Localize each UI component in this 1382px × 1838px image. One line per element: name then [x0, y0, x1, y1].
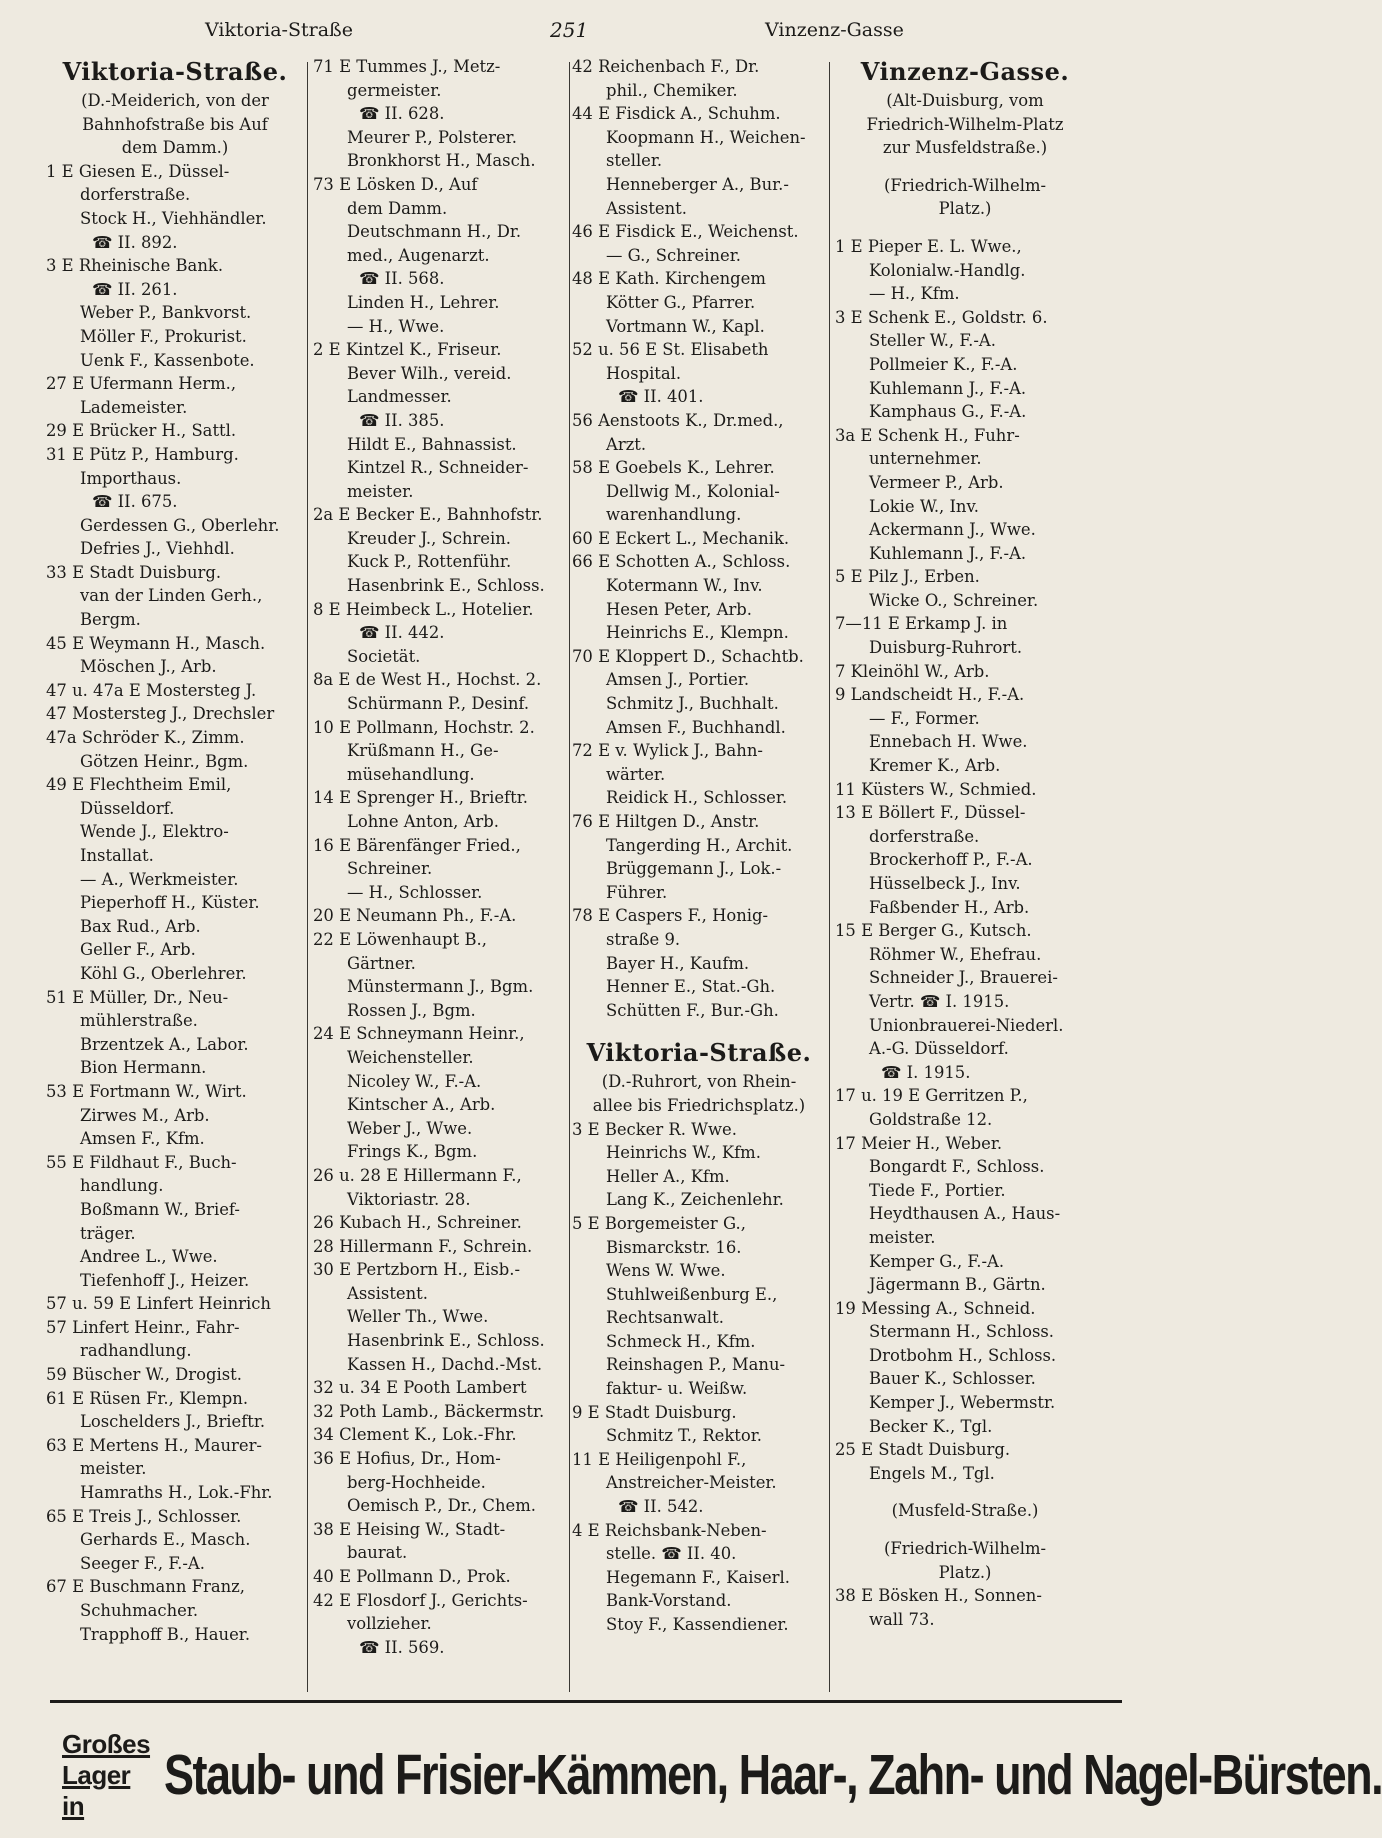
directory-entry: Viktoriastr. 28.: [347, 1189, 471, 1209]
directory-entry: Kremer K., Arb.: [869, 756, 1001, 776]
directory-entry: Heinrichs E., Klempn.: [606, 623, 789, 643]
directory-entry: Hasenbrink E., Schloss.: [347, 576, 545, 596]
directory-entry: 40 E Pollmann D., Prok.: [313, 1567, 511, 1586]
directory-entry: Stock H., Viehhändler.: [80, 208, 267, 228]
directory-entry: Engels M., Tgl.: [869, 1463, 995, 1483]
advertisement-text: Staub- und Frisier-Kämmen, Haar-, Zahn- und Nagel-Bürsten.: [164, 1742, 1382, 1807]
directory-entry: Kolonialw.-Handlg.: [869, 260, 1026, 280]
directory-entry: Wens W. Wwe.: [606, 1261, 726, 1281]
directory-entry: Krüßmann H., Ge-: [347, 741, 499, 761]
directory-entry: Ackermann J., Wwe.: [869, 520, 1036, 540]
directory-entry: 9 E Stadt Duisburg.: [572, 1402, 737, 1422]
directory-entry: Goldstraße 12.: [869, 1109, 993, 1129]
directory-entry: 44 E Fisdick A., Schuhm.: [572, 104, 781, 124]
column-divider: [569, 62, 570, 1692]
directory-entry: 10 E Pollmann, Hochstr. 2.: [313, 717, 535, 737]
telephone-number: ☎ II. 442.: [359, 623, 445, 643]
directory-entry: Führer.: [606, 882, 668, 902]
directory-entry: 7 Kleinöhl W., Arb.: [835, 661, 990, 681]
directory-entry: phil., Chemiker.: [606, 80, 738, 100]
directory-entry: Vermeer P., Arb.: [869, 472, 1004, 492]
directory-entry: Uenk F., Kassenbote.: [80, 350, 255, 370]
directory-entry: 36 E Hofius, Dr., Hom-: [313, 1449, 501, 1469]
directory-entry: 7—11 E Erkamp J. in: [835, 614, 1008, 634]
directory-entry: 17 u. 19 E Gerritzen P.,: [835, 1086, 1028, 1106]
directory-entry: Lokie W., Inv.: [869, 496, 980, 516]
directory-entry: Assistent.: [606, 198, 687, 218]
directory-entry: Kamphaus G., F.-A.: [869, 402, 1027, 422]
directory-entry: 55 E Fildhaut F., Buch-: [46, 1152, 237, 1172]
telephone-number: ☎ II. 385.: [359, 410, 445, 430]
directory-entry: 52 u. 56 E St. Elisabeth: [572, 340, 769, 360]
directory-entry: Schürmann P., Desinf.: [347, 694, 530, 714]
directory-entry: 27 E Ufermann Herm.,: [46, 374, 237, 394]
advertisement-prefix: Großes Lager in: [62, 1728, 151, 1821]
directory-entry: Arzt.: [606, 434, 647, 454]
directory-entry: Trapphoff B., Hauer.: [80, 1624, 251, 1644]
directory-entry: müsehandlung.: [347, 764, 475, 784]
directory-entry: Bank-Vorstand.: [606, 1591, 732, 1611]
directory-entry: Reinshagen P., Manu-: [606, 1355, 786, 1375]
directory-entry: 45 E Weymann H., Masch.: [46, 633, 266, 653]
street-note: Bahnhofstraße bis Auf: [82, 114, 268, 134]
directory-entry: 2 E Kintzel K., Friseur.: [313, 340, 502, 360]
directory-entry: 9 Landscheidt H., F.-A.: [835, 685, 1025, 705]
directory-entry: Deutschmann H., Dr.: [347, 222, 522, 242]
directory-entry: 32 Poth Lamb., Bäckermstr.: [313, 1401, 545, 1421]
directory-entry: Lang K., Zeichenlehr.: [606, 1190, 784, 1210]
directory-entry: Kotermann W., Inv.: [606, 576, 763, 596]
directory-entry: 17 Meier H., Weber.: [835, 1133, 1003, 1153]
directory-entry: 8a E de West H., Hochst. 2.: [313, 670, 542, 690]
telephone-number: ☎ II. 568.: [359, 269, 445, 289]
directory-entry: — H., Wwe.: [347, 316, 445, 336]
directory-entry: 16 E Bärenfänger Fried.,: [313, 835, 521, 855]
street-note: (Alt-Duisburg, vom: [886, 91, 1044, 110]
directory-entry: Installat.: [80, 846, 154, 865]
running-head-left: Viktoria-Straße: [205, 19, 353, 41]
directory-entry: Schneider J., Brauerei-: [869, 968, 1058, 988]
directory-entry: 46 E Fisdick E., Weichenst.: [572, 222, 799, 242]
directory-entry: warenhandlung.: [606, 505, 742, 525]
directory-entry: A.-G. Düsseldorf.: [869, 1039, 1009, 1059]
directory-entry: 42 E Flosdorf J., Gerichts-: [313, 1590, 528, 1610]
directory-entry: 71 E Tummes J., Metz-: [313, 57, 501, 76]
directory-entry: Brzentzek A., Labor.: [80, 1034, 249, 1054]
directory-entry: — A., Werkmeister.: [80, 869, 239, 889]
directory-entry: dorferstraße.: [80, 185, 191, 205]
directory-entry: Kuck P., Rottenführ.: [347, 552, 512, 572]
directory-entry: 14 E Sprenger H., Brieftr.: [313, 788, 528, 808]
directory-entry: Frings K., Bgm.: [347, 1142, 478, 1162]
telephone-number: ☎ II. 542.: [618, 1497, 704, 1517]
directory-entry: Stermann H., Schloss.: [869, 1322, 1055, 1342]
directory-entry: Brockerhoff P., F.-A.: [869, 850, 1033, 870]
directory-entry: Möschen J., Arb.: [80, 657, 217, 677]
directory-entry: Unionbrauerei-Niederl.: [869, 1015, 1064, 1035]
column-1: [46, 55, 304, 1693]
directory-entry: vollzieher.: [347, 1614, 432, 1634]
directory-entry: — G., Schreiner.: [606, 245, 741, 265]
directory-entry: Pollmeier K., F.-A.: [869, 354, 1018, 374]
directory-entry: Tiede F., Portier.: [869, 1180, 1006, 1200]
directory-entry: Oemisch P., Dr., Chem.: [347, 1496, 536, 1516]
column-4: [835, 55, 1095, 1693]
directory-entry: 15 E Berger G., Kutsch.: [835, 921, 1032, 941]
spacer: [835, 221, 1095, 235]
directory-entry: Becker K., Tgl.: [869, 1416, 993, 1436]
directory-entry: 38 E Bösken H., Sonnen-: [835, 1586, 1042, 1606]
directory-entry: 3a E Schenk H., Fuhr-: [835, 425, 1020, 445]
directory-entry: Jägermann B., Gärtn.: [869, 1275, 1046, 1295]
directory-entry: Bayer H., Kaufm.: [606, 953, 750, 973]
directory-entry: Götzen Heinr., Bgm.: [80, 751, 249, 771]
directory-entry: med., Augenarzt.: [347, 245, 490, 265]
directory-entry: 49 E Flechtheim Emil,: [46, 775, 232, 795]
directory-entry: Köhl G., Oberlehrer.: [80, 963, 247, 983]
directory-entry: Seeger F., F.-A.: [80, 1553, 205, 1573]
directory-entry: Drotbohm H., Schloss.: [869, 1345, 1057, 1365]
directory-entry: Bronkhorst H., Masch.: [347, 151, 536, 171]
directory-entry: 1 E Pieper E. L. Wwe.,: [835, 236, 1022, 256]
directory-entry: Andree L., Wwe.: [80, 1247, 218, 1267]
directory-entry: Bergm.: [80, 610, 141, 630]
street-note: (D.-Meiderich, von der: [81, 91, 269, 110]
street-note: (Musfeld-Straße.): [891, 1501, 1039, 1521]
directory-entry: Schuhmacher.: [80, 1601, 199, 1620]
directory-entry: radhandlung.: [80, 1341, 192, 1361]
directory-entry: 8 E Heimbeck L., Hotelier.: [313, 599, 534, 619]
directory-entry: 25 E Stadt Duisburg.: [835, 1440, 1011, 1460]
spacer: [835, 1523, 1095, 1537]
directory-entry: Zirwes M., Arb.: [80, 1105, 210, 1125]
directory-entry: Amsen F., Kfm.: [80, 1129, 205, 1149]
telephone-number: ☎ II. 675.: [92, 492, 178, 512]
directory-entry: straße 9.: [606, 929, 681, 949]
directory-entry: Amsen F., Buchhandl.: [606, 717, 786, 737]
directory-entry: 57 Linfert Heinr., Fahr-: [46, 1317, 240, 1337]
directory-entry: Münstermann J., Bgm.: [347, 977, 534, 997]
directory-entry: faktur- u. Weißw.: [606, 1379, 748, 1399]
street-note: (Friedrich-Wilhelm-: [883, 175, 1047, 195]
directory-entry: 24 E Schneymann Heinr.,: [313, 1024, 525, 1044]
directory-entry: Linden H., Lehrer.: [347, 292, 500, 312]
directory-entry: Kreuder J., Schrein.: [347, 528, 512, 548]
directory-entry: Ennebach H. Wwe.: [869, 732, 1028, 752]
street-note: dem Damm.): [121, 138, 229, 158]
telephone-number: stelle. ☎ II. 40.: [606, 1544, 737, 1564]
directory-entry: Hamraths H., Lok.-Fhr.: [80, 1483, 273, 1503]
directory-entry: 4 E Reichsbank-Neben-: [572, 1520, 767, 1540]
directory-entry: 26 Kubach H., Schreiner.: [313, 1213, 522, 1233]
directory-entry: 3 E Becker R. Wwe.: [572, 1119, 737, 1139]
directory-entry: 5 E Borgemeister G.,: [572, 1213, 746, 1233]
directory-entry: Weller Th., Wwe.: [347, 1307, 489, 1327]
directory-entry: meister.: [80, 1459, 147, 1479]
directory-entry: Kemper G., F.-A.: [869, 1251, 1005, 1271]
directory-entry: 67 E Buschmann Franz,: [46, 1577, 246, 1597]
directory-entry: 28 Hillermann F., Schrein.: [313, 1236, 533, 1256]
directory-entry: 13 E Böllert F., Düssel-: [835, 803, 1026, 823]
bottom-rule: [50, 1700, 1122, 1703]
directory-entry: Wicke O., Schreiner.: [869, 590, 1039, 610]
directory-entry: Duisburg-Ruhrort.: [869, 638, 1023, 658]
directory-entry: Defries J., Viehhdl.: [80, 539, 235, 559]
directory-entry: Schmeck H., Kfm.: [606, 1331, 756, 1351]
directory-entry: meister.: [347, 481, 414, 501]
telephone-number: ☎ II. 401.: [618, 387, 704, 407]
directory-entry: Stuhlweißenburg E.,: [606, 1284, 778, 1304]
directory-entry: Schütten F., Bur.-Gh.: [606, 1000, 779, 1020]
directory-entry: Steller W., F.-A.: [869, 331, 996, 351]
directory-entry: Reidick H., Schlosser.: [606, 788, 788, 808]
telephone-number: ☎ II. 569.: [359, 1637, 445, 1657]
directory-entry: Bion Hermann.: [80, 1058, 207, 1078]
advertisement: [62, 1728, 1382, 1821]
directory-entry: Henner E., Stat.-Gh.: [606, 977, 776, 997]
directory-entry: Societät.: [347, 646, 421, 666]
directory-entry: steller.: [606, 151, 663, 171]
directory-entry: 73 E Lösken D., Auf: [313, 174, 478, 194]
directory-entry: Faßbender H., Arb.: [869, 897, 1030, 917]
telephone-number: ☎ II. 628.: [359, 104, 445, 124]
directory-entry: Assistent.: [347, 1283, 428, 1303]
directory-entry: Landmesser.: [347, 387, 452, 407]
directory-entry: 31 E Pütz P., Hamburg.: [46, 444, 239, 464]
directory-entry: 3 E Rheinische Bank.: [46, 256, 224, 276]
directory-entry: Bauer K., Schlosser.: [869, 1369, 1036, 1389]
directory-entry: 42 Reichenbach F., Dr.: [572, 57, 760, 76]
directory-entry: Bongardt F., Schloss.: [869, 1157, 1045, 1177]
street-note: (D.-Ruhrort, von Rhein-: [601, 1072, 797, 1092]
directory-entry: 63 E Mertens H., Maurer-: [46, 1435, 262, 1455]
directory-entry: 30 E Pertzborn H., Eisb.-: [313, 1260, 521, 1280]
directory-entry: Kintscher A., Arb.: [347, 1095, 496, 1115]
directory-entry: Heller A., Kfm.: [606, 1166, 730, 1186]
directory-entry: 19 Messing A., Schneid.: [835, 1298, 1036, 1318]
directory-entry: Hüsselbeck J., Inv.: [869, 874, 1021, 893]
directory-entry: 26 u. 28 E Hillermann F.,: [313, 1165, 522, 1185]
directory-entry: 47a Schröder K., Zimm.: [46, 728, 245, 748]
column-2: [313, 55, 567, 1693]
directory-entry: Heinrichs W., Kfm.: [606, 1143, 761, 1163]
directory-entry: träger.: [80, 1223, 136, 1243]
directory-entry: 60 E Eckert L., Mechanik.: [572, 528, 790, 548]
directory-entry: Schmitz T., Rektor.: [606, 1426, 763, 1446]
directory-entry: 22 E Löwenhaupt B.,: [313, 929, 487, 949]
directory-entry: Hasenbrink E., Schloss.: [347, 1331, 545, 1351]
directory-entry: 47 Mostersteg J., Drechsler: [46, 704, 275, 724]
directory-entry: 20 E Neumann Ph., F.-A.: [313, 906, 517, 926]
directory-entry: unternehmer.: [869, 449, 982, 469]
directory-entry: Möller F., Prokurist.: [80, 326, 247, 346]
directory-entry: dem Damm.: [347, 198, 448, 218]
directory-entry: — H., Kfm.: [869, 284, 960, 304]
directory-entry: 72 E v. Wylick J., Bahn-: [572, 741, 763, 761]
directory-entry: Bismarckstr. 16.: [606, 1237, 742, 1257]
directory-entry: 51 E Müller, Dr., Neu-: [46, 987, 229, 1007]
directory-entry: 11 Küsters W., Schmied.: [835, 779, 1037, 799]
directory-entry: 2a E Becker E., Bahnhofstr.: [313, 505, 543, 525]
directory-entry: Hildt E., Bahnassist.: [347, 434, 517, 454]
directory-entry: 56 Aenstoots K., Dr.med.,: [572, 410, 784, 430]
column-divider: [829, 62, 830, 1692]
directory-entry: Kintzel R., Schneider-: [347, 458, 529, 478]
directory-entry: 65 E Treis J., Schlosser.: [46, 1506, 242, 1526]
directory-entry: Hospital.: [606, 363, 682, 383]
directory-entry: baurat.: [347, 1543, 408, 1563]
directory-entry: Hesen Peter, Arb.: [606, 599, 752, 619]
directory-entry: — H., Schlosser.: [347, 882, 483, 902]
directory-entry: Kemper J., Webermstr.: [869, 1393, 1056, 1413]
directory-entry: Gerdessen G., Oberlehr.: [80, 515, 280, 535]
directory-entry: Tangerding H., Archit.: [606, 835, 793, 855]
directory-entry: van der Linden Gerh.,: [80, 586, 263, 606]
directory-entry: handlung.: [80, 1176, 164, 1196]
directory-entry: 11 E Heiligenpohl F.,: [572, 1449, 747, 1469]
directory-entry: Brüggemann J., Lok.-: [606, 859, 782, 879]
directory-entry: Henneberger A., Bur.-: [606, 174, 789, 194]
directory-entry: Bever Wilh., vereid.: [347, 363, 512, 383]
telephone-number: Vertr. ☎ I. 1915.: [869, 991, 1010, 1011]
directory-entry: Pieperhoff H., Küster.: [80, 893, 260, 913]
column-divider: [307, 62, 308, 1692]
directory-entry: Schmitz J., Buchhalt.: [606, 694, 779, 714]
directory-entry: Kuhlemann J., F.-A.: [869, 378, 1027, 398]
directory-entry: 57 u. 59 E Linfert Heinrich: [46, 1294, 271, 1314]
directory-entry: Röhmer W., Ehefrau.: [869, 944, 1042, 964]
directory-entry: Wende J., Elektro-: [80, 822, 229, 842]
telephone-number: ☎ II. 261.: [92, 279, 178, 299]
directory-entry: 32 u. 34 E Pooth Lambert: [313, 1378, 527, 1398]
telephone-number: ☎ I. 1915.: [881, 1062, 971, 1082]
directory-entry: 29 E Brücker H., Sattl.: [46, 421, 237, 441]
spacer: [835, 1485, 1095, 1499]
directory-entry: 76 E Hiltgen D., Anstr.: [572, 812, 760, 831]
directory-entry: Amsen J., Portier.: [606, 670, 750, 690]
directory-entry: Stoy F., Kassendiener.: [606, 1615, 789, 1634]
directory-entry: 58 E Goebels K., Lehrer.: [572, 458, 775, 478]
directory-entry: Weber P., Bankvorst.: [80, 303, 252, 323]
directory-entry: 59 Büscher W., Drogist.: [46, 1365, 242, 1385]
directory-entry: meister.: [869, 1227, 936, 1247]
spacer: [835, 160, 1095, 174]
directory-entry: germeister.: [347, 80, 442, 100]
directory-entry: Dellwig M., Kolonial-: [606, 481, 780, 501]
directory-entry: 1 E Giesen E., Düssel-: [46, 161, 230, 181]
directory-entry: Vortmann W., Kapl.: [606, 316, 765, 336]
directory-entry: Schreiner.: [347, 859, 433, 879]
directory-entry: Düsseldorf.: [80, 798, 175, 818]
directory-entry: Lademeister.: [80, 397, 188, 417]
telephone-number: ☎ II. 892.: [92, 232, 178, 252]
directory-entry: — F., Former.: [869, 708, 980, 728]
directory-entry: Bax Rud., Arb.: [80, 916, 201, 936]
directory-entry: Loschelders J., Brieftr.: [80, 1412, 266, 1432]
directory-entry: Anstreicher-Meister.: [606, 1473, 777, 1493]
directory-entry: Kötter G., Pfarrer.: [606, 292, 756, 312]
directory-entry: Gärtner.: [347, 953, 416, 973]
directory-entry: Importhaus.: [80, 468, 182, 488]
directory-entry: Weber J., Wwe.: [347, 1118, 473, 1138]
directory-entry: Boßmann W., Brief-: [80, 1199, 240, 1219]
directory-entry: Lohne Anton, Arb.: [347, 812, 499, 831]
directory-entry: Hegemann F., Kaiserl.: [606, 1567, 790, 1587]
directory-entry: 78 E Caspers F., Honig-: [572, 906, 769, 926]
directory-entry: Nicoley W., F.-A.: [347, 1071, 482, 1091]
directory-entry: 38 E Heising W., Stadt-: [313, 1519, 506, 1539]
directory-entry: 47 u. 47a E Mostersteg J.: [46, 680, 257, 700]
directory-entry: Rechtsanwalt.: [606, 1308, 724, 1328]
running-head-right: Vinzenz-Gasse: [765, 19, 904, 41]
street-heading: Viktoria-Straße.: [62, 57, 288, 86]
directory-entry: 53 E Fortmann W., Wirt.: [46, 1081, 247, 1101]
directory-entry: Weichensteller.: [347, 1047, 474, 1067]
spacer: [572, 1022, 826, 1036]
directory-entry: 33 E Stadt Duisburg.: [46, 562, 222, 582]
street-note: Platz.): [938, 199, 992, 219]
directory-entry: Meurer P., Polsterer.: [347, 127, 517, 147]
running-head: [50, 10, 1124, 50]
directory-entry: 48 E Kath. Kirchengem: [572, 269, 766, 289]
directory-entry: Geller F., Arb.: [80, 940, 196, 960]
page-number: 251: [550, 18, 589, 42]
directory-entry: wall 73.: [869, 1609, 935, 1629]
column-3: [572, 55, 826, 1693]
directory-entry: 66 E Schotten A., Schloss.: [572, 552, 791, 572]
directory-entry: 61 E Rüsen Fr., Klempn.: [46, 1388, 249, 1408]
directory-entry: dorferstraße.: [869, 826, 980, 846]
directory-entry: mühlerstraße.: [80, 1011, 198, 1031]
directory-entry: Rossen J., Bgm.: [347, 1000, 476, 1020]
directory-entry: 70 E Kloppert D., Schachtb.: [572, 646, 804, 666]
directory-entry: 34 Clement K., Lok.-Fhr.: [313, 1425, 517, 1445]
street-heading: Viktoria-Straße.: [586, 1038, 812, 1068]
directory-entry: Kuhlemann J., F.-A.: [869, 543, 1027, 563]
directory-entry: Kassen H., Dachd.-Mst.: [347, 1354, 543, 1374]
street-note: zur Musfeldstraße.): [882, 138, 1048, 158]
street-note: Friedrich-Wilhelm-Platz: [866, 114, 1064, 134]
directory-entry: Heydthausen A., Haus-: [869, 1204, 1061, 1224]
directory-entry: Koopmann H., Weichen-: [606, 127, 806, 147]
directory-entry: wärter.: [606, 764, 666, 784]
street-note: allee bis Friedrichsplatz.): [592, 1095, 806, 1115]
directory-entry: 5 E Pilz J., Erben.: [835, 567, 980, 587]
directory-entry: 3 E Schenk E., Goldstr. 6.: [835, 307, 1048, 327]
street-note: (Friedrich-Wilhelm-: [883, 1539, 1047, 1559]
directory-entry: Tiefenhoff J., Heizer.: [80, 1270, 250, 1290]
directory-entry: Gerhards E., Masch.: [80, 1530, 251, 1550]
street-heading: Vinzenz-Gasse.: [860, 57, 1070, 86]
directory-entry: berg-Hochheide.: [347, 1472, 486, 1492]
street-note: Platz.): [938, 1562, 992, 1582]
